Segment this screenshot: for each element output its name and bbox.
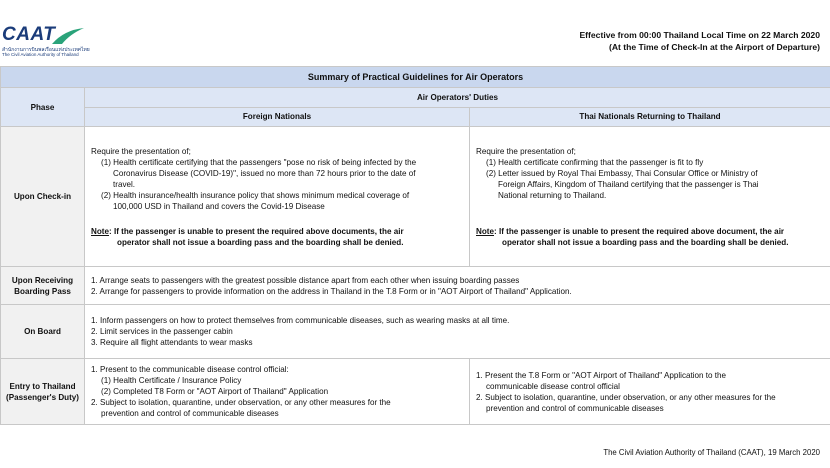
- note-label: Note: [476, 226, 494, 236]
- check-in-thai-cell: [470, 127, 830, 267]
- entry-foreign-item-2-cont: prevention and control of communicable diseases: [101, 409, 279, 418]
- list-item: Coronavirus Disease (COVID-19)", issued no more than 72 hours prior to the date of: [113, 168, 416, 178]
- phase-label: Entry to Thailand: [9, 381, 76, 391]
- on-board-item-1: 1. Inform passengers on how to protect themselves from communicable diseases, such as wearing masks at all time.: [91, 316, 510, 325]
- phase-on-board: On Board: [1, 305, 85, 359]
- duties-header: Air Operators' Duties: [85, 88, 830, 108]
- note-text: operator shall not issue a boarding pass and the boarding shall be denied.: [117, 237, 404, 247]
- logo-thai-text: สำนักงานการบินพลเรือนแห่งประเทศไทย: [2, 47, 90, 53]
- entry-foreign-item-1a: (1) Health Certificate / Insurance Policy: [101, 376, 242, 385]
- list-item: travel.: [113, 179, 136, 189]
- entry-foreign-item-1: 1. Present to the communicable disease control official:: [91, 365, 289, 374]
- check-in-thai-intro: Require the presentation of;: [476, 146, 576, 156]
- list-item: (2) Health insurance/health insurance policy that shows minimum medical coverage of: [101, 190, 410, 200]
- foreign-nationals-header: Foreign Nationals: [85, 107, 470, 127]
- caat-logo: [2, 24, 102, 58]
- thai-nationals-header: Thai Nationals Returning to Thailand: [470, 107, 830, 127]
- on-board-cell: [85, 305, 830, 359]
- check-in-thai-item-2: [476, 168, 824, 201]
- phase-boarding-pass: [1, 267, 85, 305]
- phase-label: Upon Receiving: [11, 275, 74, 285]
- list-item: (2) Letter issued by Royal Thai Embassy, Thai Consular Office or Ministry of: [486, 168, 758, 178]
- phase-entry-to-thailand: [1, 359, 85, 425]
- entry-thai-item-2: 2. Subject to isolation, quarantine, under observation, or any other measures for the: [476, 392, 776, 402]
- boarding-item-2: 2. Arrange for passengers to provide information on the address in Thailand in the T.8 Form or in "AOT Airport of Thailand" Application.: [91, 286, 572, 296]
- entry-thai-item-2-cont: prevention and control of communicable diseases: [486, 403, 664, 413]
- boarding-pass-cell: [85, 267, 830, 305]
- logo-english-text: The Civil Aviation Authority of Thailand: [2, 52, 79, 57]
- swoosh-icon: [50, 26, 86, 46]
- on-board-item-2: 2. Limit services in the passenger cabin: [91, 327, 233, 336]
- list-item: National returning to Thailand.: [498, 190, 607, 200]
- list-item: (1) Health certificate certifying that the passengers "pose no risk of being infected by the: [101, 157, 417, 167]
- entry-foreign-cell: [85, 359, 470, 425]
- phase-label: Boarding Pass: [14, 286, 71, 296]
- phase-check-in: Upon Check-in: [1, 127, 85, 267]
- phase-header: Phase: [1, 88, 85, 127]
- logo-wordmark: CAAT: [2, 24, 56, 45]
- check-in-foreign-cell: [85, 127, 470, 267]
- entry-thai-item-1: 1. Present the T.8 Form or "AOT Airport of Thailand" Application to the: [476, 370, 727, 380]
- list-item: 100,000 USD in Thailand and covers the Covid-19 Disease: [113, 201, 325, 211]
- list-item: Foreign Affairs, Kingdom of Thailand certifying that the passenger is Thai: [498, 179, 759, 189]
- entry-foreign-item-1b: (2) Completed T8 Form or "AOT Airport of Thailand" Application: [101, 387, 329, 396]
- entry-thai-cell: [470, 359, 830, 425]
- footer-credit: The Civil Aviation Authority of Thailand (CAAT), 19 March 2020: [603, 448, 820, 457]
- note-text: : If the passenger is unable to present the required above document, the air: [494, 226, 785, 236]
- on-board-item-3: 3. Require all flight attendants to wear masks: [91, 338, 253, 347]
- check-in-foreign-item-2: [91, 190, 463, 212]
- note-text: operator shall not issue a boarding pass and the boarding shall be denied.: [502, 237, 789, 247]
- table-title: Summary of Practical Guidelines for Air Operators: [1, 67, 830, 88]
- check-in-foreign-item-1: [91, 157, 463, 190]
- check-in-foreign-note: [91, 226, 463, 248]
- guidelines-table: [0, 66, 830, 425]
- phase-label: (Passenger's Duty): [6, 392, 79, 402]
- check-in-thai-item-1: (1) Health certificate confirming that the passenger is fit to fly: [486, 157, 704, 167]
- check-in-foreign-intro: Require the presentation of;: [91, 146, 191, 156]
- note-text: : If the passenger is unable to present the required above documents, the air: [109, 226, 404, 236]
- effective-line-1: Effective from 00:00 Thailand Local Time on 22 March 2020: [579, 30, 820, 40]
- note-label: Note: [91, 226, 109, 236]
- effective-line-2: (At the Time of Check-In at the Airport of Departure): [608, 42, 820, 52]
- entry-thai-item-1-cont: communicable disease control official: [486, 381, 620, 391]
- check-in-thai-note: [476, 226, 824, 248]
- effective-notice: [579, 29, 820, 53]
- boarding-item-1: 1. Arrange seats to passengers with the greatest possible distance apart from each other when issuing boarding passes: [91, 275, 520, 285]
- entry-foreign-item-2: 2. Subject to isolation, quarantine, under observation, or any other measures for the: [91, 398, 391, 407]
